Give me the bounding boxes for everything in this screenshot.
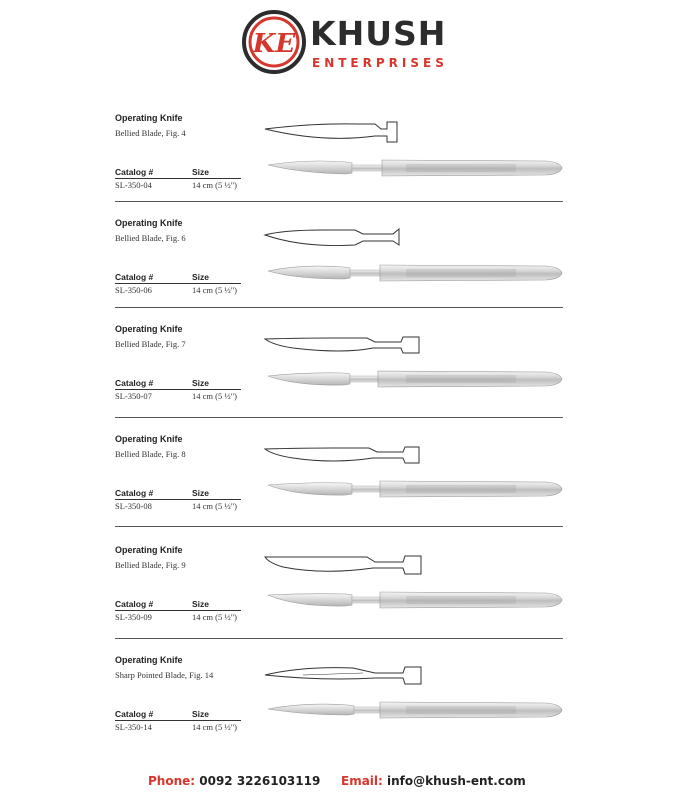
catalog-number: SL-350-14 [115, 722, 152, 732]
catalog-number: SL-350-06 [115, 285, 152, 295]
knife-photo-illustration [266, 478, 564, 500]
product-block [115, 324, 563, 404]
header-rule [115, 283, 241, 284]
product-description: Bellied Blade, Fig. 7 [115, 339, 186, 349]
product-title: Operating Knife [115, 655, 183, 665]
phone-contact [148, 774, 320, 788]
header-rule [115, 720, 241, 721]
header-rule [115, 389, 241, 390]
catalog-number: SL-350-09 [115, 612, 152, 622]
knife-outline-drawing [263, 553, 423, 575]
product-description: Sharp Pointed Blade, Fig. 14 [115, 670, 214, 680]
product-size: 14 cm (5 ½") [192, 722, 238, 732]
size-header: Size [192, 167, 210, 177]
email-contact [341, 774, 526, 788]
knife-outline-drawing [263, 226, 423, 248]
product-title: Operating Knife [115, 545, 183, 555]
catalog-header: Catalog # [115, 272, 154, 282]
size-header: Size [192, 488, 210, 498]
product-title: Operating Knife [115, 324, 183, 334]
knife-photo-illustration [266, 157, 564, 179]
product-block [115, 434, 563, 514]
product-block [115, 218, 563, 298]
knife-outline-drawing [263, 663, 423, 685]
product-title: Operating Knife [115, 113, 183, 123]
product-size: 14 cm (5 ½") [192, 391, 238, 401]
email-label: Email: [341, 774, 383, 788]
knife-outline-drawing [263, 442, 423, 464]
section-divider [115, 417, 563, 418]
size-header: Size [192, 272, 210, 282]
knife-photo-illustration [266, 262, 564, 284]
catalog-header: Catalog # [115, 488, 154, 498]
product-size: 14 cm (5 ½") [192, 501, 238, 511]
size-header: Size [192, 599, 210, 609]
brand-logo [242, 10, 452, 76]
knife-photo-illustration [266, 368, 564, 390]
product-title: Operating Knife [115, 218, 183, 228]
product-title: Operating Knife [115, 434, 183, 444]
header-rule [115, 499, 241, 500]
knife-outline-drawing [263, 332, 423, 354]
logo-monogram: KE [252, 29, 296, 59]
knife-photo-illustration [266, 589, 564, 611]
phone-label: Phone: [148, 774, 196, 788]
email-address[interactable]: info@khush-ent.com [387, 774, 526, 788]
size-header: Size [192, 378, 210, 388]
header-rule [115, 610, 241, 611]
logo-badge-icon [242, 10, 306, 74]
section-divider [115, 526, 563, 527]
section-divider [115, 307, 563, 308]
catalog-header: Catalog # [115, 378, 154, 388]
catalog-header: Catalog # [115, 167, 154, 177]
catalog-header: Catalog # [115, 599, 154, 609]
catalog-number: SL-350-08 [115, 501, 152, 511]
brand-tagline: ENTERPRISES [312, 56, 448, 70]
product-size: 14 cm (5 ½") [192, 612, 238, 622]
section-divider [115, 638, 563, 639]
product-description: Bellied Blade, Fig. 9 [115, 560, 186, 570]
product-block [115, 545, 563, 625]
contact-footer [0, 774, 689, 790]
catalog-number: SL-350-07 [115, 391, 152, 401]
product-description: Bellied Blade, Fig. 8 [115, 449, 186, 459]
header-rule [115, 178, 241, 179]
brand-name: KHUSH [310, 14, 447, 53]
product-block [115, 113, 563, 193]
catalog-header: Catalog # [115, 709, 154, 719]
product-description: Bellied Blade, Fig. 4 [115, 128, 186, 138]
product-size: 14 cm (5 ½") [192, 180, 238, 190]
size-header: Size [192, 709, 210, 719]
catalog-number: SL-350-04 [115, 180, 152, 190]
section-divider [115, 201, 563, 202]
product-description: Bellied Blade, Fig. 6 [115, 233, 186, 243]
phone-number[interactable]: 0092 3226103119 [199, 774, 321, 788]
knife-photo-illustration [266, 699, 564, 721]
product-block [115, 655, 563, 735]
knife-outline-drawing [263, 121, 423, 143]
product-size: 14 cm (5 ½") [192, 285, 238, 295]
